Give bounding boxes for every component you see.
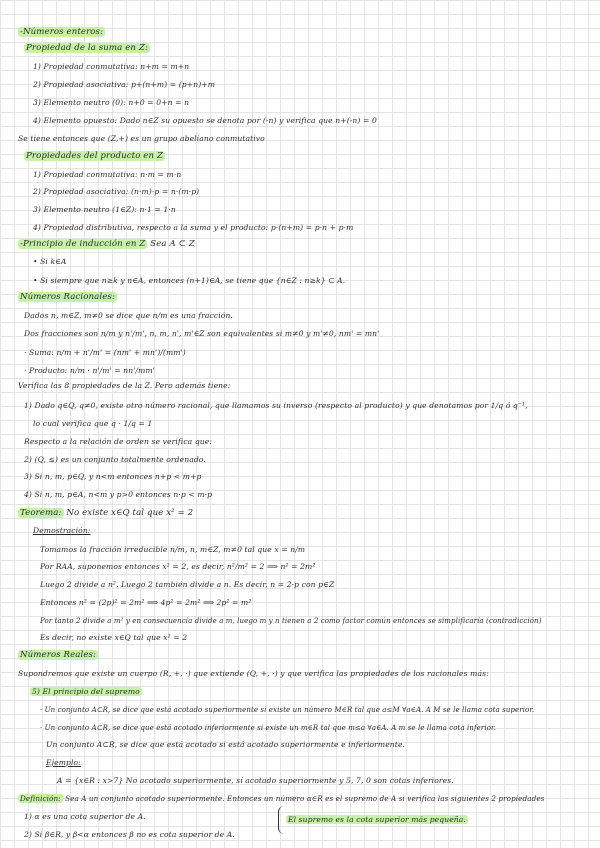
racionales-line-7: 2) (Q, ≤) es un conjunto totalmente ordenado. (24, 455, 206, 464)
racionales-line-5: lo cual verifica que q · 1/q = 1 (33, 419, 153, 428)
ejemplo-line: A = {x∈R : x>7} No acotado superiormente, sí acotado superiormente y 5, 7, 0 son cotas inferiores. (57, 776, 454, 785)
teorema-line: Teorema: No existe x∈Q tal que x² = 2 (20, 508, 194, 518)
suma-prop-2: 2) Propiedad asociativa: p+(n+m) = (p+n)+m (33, 80, 216, 89)
demostracion-label: Demostración: (33, 526, 91, 535)
producto-fracciones: · Producto: n/m · n'/m' = nn'/mm' (24, 366, 155, 375)
racionales-line-8: 3) Si n, m, p∈Q, y n<m entonces n+p < m+p (24, 472, 202, 481)
brace-mark (278, 806, 285, 834)
demo-line-1: Tomamos la fracción irreducible n/m, n, m∈Z, m≠0 tal que x = n/m (40, 545, 306, 554)
demo-line-2: Por RAA, suponemos entonces x² = 2, es decir, n²/m² = 2 ⟹ n² = 2m² (40, 562, 316, 571)
section-title-reales: Números Reales: (20, 650, 97, 660)
racionales-line-6: Respecto a la relación de orden se verifica que: (24, 437, 213, 446)
section-title-suma: Propiedad de la suma en Z: (26, 43, 148, 53)
induccion-tail: Sea A ⊂ Z (150, 239, 195, 249)
suma-prop-4: 4) Elemento opuesto: Dado n∈Z su opuesto se denota por (-n) y verifica que n+(-n) = 0 (33, 116, 377, 125)
ejemplo-label: Ejemplo: (46, 758, 81, 767)
definicion-cond-1: 1) α es una cota superior de A. (24, 812, 146, 821)
prod-prop-4: 4) Propiedad distributiva, respecto a la suma y el producto: p·(n+m) = p·n + p·m (33, 223, 354, 232)
definicion-cond-2: 2) Si β∈R, y β<α entonces β no es cota superior de A. (24, 830, 235, 839)
grupo-abeliano: Se tiene entonces que (Z,+) es un grupo abeliano conmutativo (18, 134, 265, 143)
section-title-enteros: -Números enteros: (20, 27, 104, 37)
demo-line-4: Entonces n² = (2p)² = 2m² ⟹ 4p² = 2m² ⟹ 2p² = m² (40, 598, 252, 607)
racionales-line-4: 1) Dado q∈Q, q≠0, existe otro número racional, que llamamos su inverso (respecto al producto) y que denotamos por 1/q ó q⁻¹, (24, 401, 528, 410)
reales-line-1: Supondremos que existe un cuerpo (R, +, ·) que extiende (Q, +, ·) y que verifica las propiedades de los racionales más: (18, 669, 489, 678)
demo-line-3: Luego 2 divide a n². Luego 2 también divide a n. Es decir, n = 2·p con p∈Z (40, 580, 335, 589)
suma-prop-1: 1) Propiedad conmutativa: n+m = m+n (33, 62, 190, 71)
racionales-line-3: Verifica las 8 propiedades de la Z. Pero además tiene: (18, 381, 231, 390)
induccion-item-1: • Si k∈A (33, 257, 67, 266)
section-title-producto: Propiedades del producto en Z (26, 151, 164, 161)
prod-prop-1: 1) Propiedad conmutativa: n·m = m·n (33, 170, 182, 179)
racionales-line-9: 4) Si n, m, p∈A, n<m y p>0 entonces n·p < m·p (24, 490, 213, 499)
suma-fracciones: · Suma: n/m + n'/m' = (nm' + mn')/(mm') (24, 348, 186, 357)
reales-line-3: · Un conjunto A⊂R, se dice que está acotado inferiormente si existe un m∈R tal que m≤a ∀a∈A. A m se le llama cota inferior. (40, 724, 497, 732)
demo-line-6: Es decir, no existe x∈Q tal que x² = 2 (40, 633, 188, 642)
induccion-item-2: • Si siempre que n≥k y n∈A, entonces (n+1)∈A, se tiene que {n∈Z : n≥k} ⊂ A. (33, 276, 346, 285)
demo-line-5: Por tanto 2 divide a m² y en consecuencia divide a m, luego m y n tienen a 2 como factor común entonces se simplificaría (contradicción) (40, 617, 542, 625)
reales-line-2: · Un conjunto A⊂R, se dice que está acotado superiormente si existe un número M∈R tal que a≤M ∀a∈A. A M se le llama cota superior. (40, 706, 535, 714)
prod-prop-2: 2) Propiedad asociativa: (n·m)·p = n·(m·p) (33, 187, 200, 196)
section-title-racionales: Números Racionales: (20, 292, 115, 302)
suma-prop-3: 3) Elemento neutro (0): n+0 = 0+n = n (33, 98, 190, 107)
section-title-induccion: -Principio de inducción en Z Sea A ⊂ Z (20, 239, 195, 249)
racionales-line-2: Dos fracciones son n/m y n'/m', n, m, n', m'∈Z son equivalentes si m≠0 y m'≠0, nm' = mn' (24, 329, 380, 338)
supremo-note: El supremo es la cota superior más pequeña. (288, 815, 466, 824)
racionales-line-1: Dados n, m∈Z, m≠0 se dice que n/m es una fracción. (24, 311, 233, 320)
prod-prop-3: 3) Elemento neutro (1∈Z): n·1 = 1·n (33, 205, 176, 214)
supremo-title: 5) El principio del supremo (32, 687, 140, 696)
definicion-line: Definición: Sea A un conjunto acotado superiormente. Entonces un número α∈R es el supremo de A si verifica las siguientes 2 propiedades (20, 794, 545, 803)
reales-line-4: Un conjunto A⊂R, se dice que está acotado si está acotado superiormente e inferiormente. (46, 740, 406, 749)
